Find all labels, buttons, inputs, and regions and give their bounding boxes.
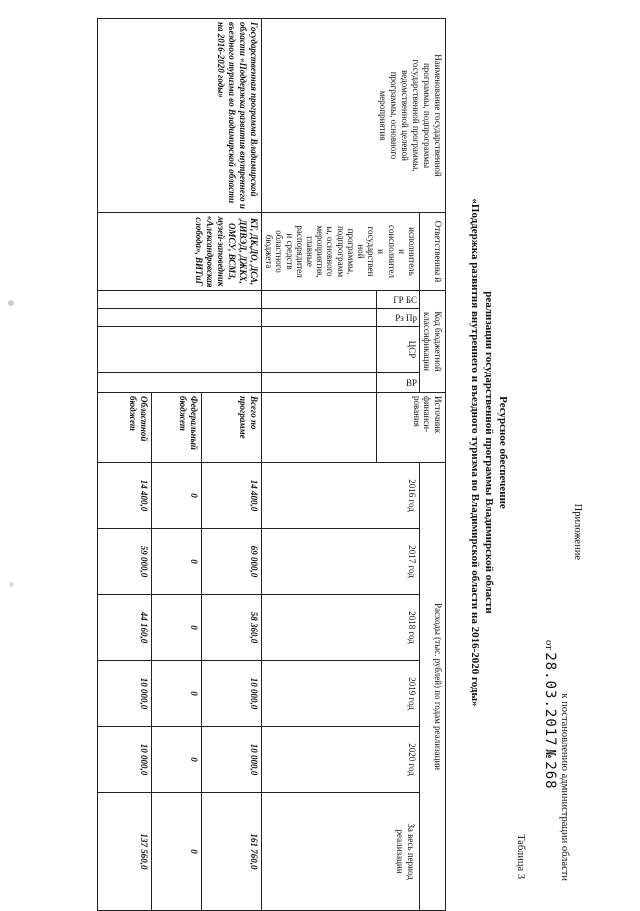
header-responsible-top: Ответственны й	[420, 213, 446, 291]
header-name-line: государственной программы,	[411, 59, 421, 172]
appendix-from-prefix: от	[543, 640, 554, 650]
value-regional-2020: 10 000,0	[97, 727, 151, 793]
value-total-2019: 10 000,0	[201, 661, 261, 727]
value-regional-2018: 44 160,0	[97, 595, 151, 661]
appendix-number: 268	[542, 761, 558, 790]
resp-line: бюджета	[264, 234, 275, 269]
header-name	[261, 19, 445, 213]
value-regional-all: 137 560,0	[97, 793, 151, 911]
header-year-2020: 2020 год	[261, 727, 419, 793]
value-regional-2019: 10 000,0	[97, 661, 151, 727]
resp-line: главные	[304, 236, 315, 267]
value-federal-2020: 0	[151, 727, 201, 793]
program-code-grbs	[97, 291, 261, 309]
header-code-csr: ЦСР	[376, 327, 419, 373]
resp-line: и	[396, 249, 407, 254]
resp-line: и средств	[284, 233, 295, 270]
resp-line: ной	[355, 244, 366, 259]
program-code-rzpr	[97, 309, 261, 327]
source-federal: Федеральный бюджет	[151, 393, 201, 463]
resp-line: распорядител	[294, 225, 305, 278]
scan-dot-mark	[9, 582, 14, 587]
code-vr-label: ВР	[405, 377, 417, 388]
header-code-rzpr	[376, 309, 419, 327]
resp-line: мероприятия,	[315, 225, 326, 278]
value-total-2017: 69 000,0	[201, 529, 261, 595]
program-responsible: КТ, ДК,ДО, ДСА, ДИВЭД, ДЖКХ, ОМСУ, ВСМЗ, музей-заповедник «Александровская слобода», ВИТиГ	[97, 213, 261, 291]
resp-line: ы, основного	[325, 226, 336, 277]
header-code-grbs	[376, 291, 419, 309]
value-federal-2017: 0	[151, 529, 201, 595]
appendix-number-sign: №	[542, 749, 558, 759]
header-name-line: Наименование государственной	[433, 54, 443, 177]
title-line-3: «Поддержка развития внутреннего и въездного туризма во Владимирской области на 2016-2020 годы»	[469, 198, 481, 707]
value-total-2016: 14 400,0	[201, 463, 261, 529]
appendix-decree: к постановлению администрации области	[559, 693, 570, 881]
empty-code-cell	[261, 309, 376, 327]
header-year-2017: 2017 год	[261, 529, 419, 595]
resp-line: государствен	[366, 226, 377, 277]
value-total-2018: 58 360,0	[201, 595, 261, 661]
source-regional: Областной бюджет	[97, 393, 151, 463]
program-code-vr	[97, 373, 261, 393]
resp-line: соисполнител	[386, 224, 397, 279]
source-total: Всего по программе	[201, 393, 261, 463]
value-total-2020: 10 000,0	[201, 727, 261, 793]
program-code-csr	[97, 327, 261, 373]
appendix-label: Приложение	[572, 503, 583, 560]
resp-line: областного	[274, 230, 285, 273]
value-regional-2017: 59 000,0	[97, 529, 151, 595]
header-source: Источник финанси-рования	[376, 393, 445, 463]
table-label: Таблица 3	[515, 834, 526, 879]
title-line-1: Ресурсное обеспечение	[497, 396, 509, 509]
appendix-date: 28.03.2017	[542, 652, 558, 747]
value-regional-2016: 14 400,0	[97, 463, 151, 529]
code-rzpr-label: Рз Пр	[395, 312, 417, 323]
header-name-line: ведомственной целевой	[400, 70, 410, 161]
appendix-date-line	[542, 640, 556, 790]
value-federal-2019: 0	[151, 661, 201, 727]
code-grbs-label: ГР БС	[393, 294, 417, 305]
empty-code-cell	[261, 327, 376, 373]
header-name-line: мероприятия	[378, 90, 388, 141]
header-year-2016: 2016 год	[261, 463, 419, 529]
value-federal-all: 0	[151, 793, 201, 911]
title-line-2: реализации государственной программы Владимирской области	[483, 291, 495, 614]
resp-line: исполнитель	[407, 227, 417, 276]
empty-source-cell	[261, 393, 376, 463]
header-total-period: За весь период реализации	[261, 793, 419, 911]
resp-line: и	[376, 249, 387, 254]
header-code-vr	[376, 373, 419, 393]
resp-line: программы,	[345, 228, 356, 275]
value-federal-2018: 0	[151, 595, 201, 661]
program-name: Государственная программа Владимирской области «Поддержка развития внутреннего и въездного туризма во Владимирской области на 2016-2020 годы»	[97, 19, 261, 213]
resp-line: подпрограмм	[335, 225, 346, 278]
header-expenses: Расходы (тыс. рублей) по годам реализации	[420, 463, 446, 911]
header-name-line: программы, подпрограммы	[422, 62, 432, 169]
header-responsible-body	[261, 213, 419, 291]
empty-code-cell	[261, 291, 376, 309]
scan-punch-mark	[8, 300, 14, 306]
empty-code-cell	[261, 373, 376, 393]
header-budget-code: Код бюджетной классификации	[420, 291, 446, 393]
header-name-line: программы, основного	[389, 71, 399, 160]
header-year-2018: 2018 год	[261, 595, 419, 661]
value-total-all: 161 760,0	[201, 793, 261, 911]
resource-table	[97, 18, 446, 911]
value-federal-2016: 0	[151, 463, 201, 529]
header-year-2019: 2019 год	[261, 661, 419, 727]
